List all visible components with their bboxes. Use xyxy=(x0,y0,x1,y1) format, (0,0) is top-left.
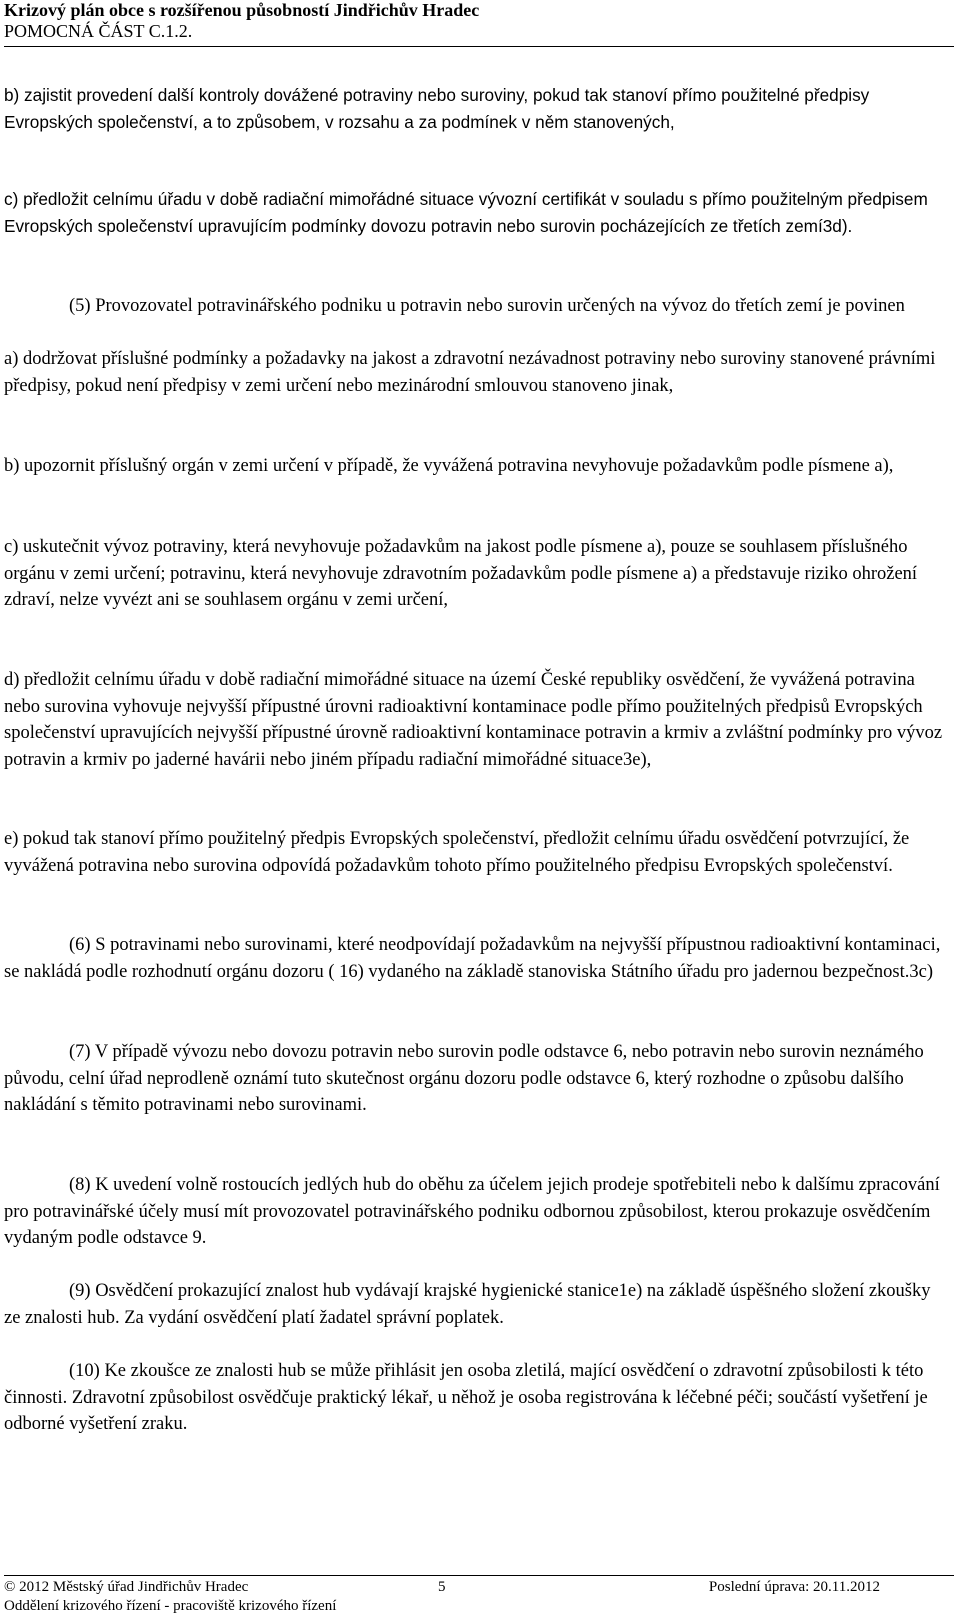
paragraph-6 xyxy=(4,932,949,985)
paragraph-10: (10) Ke zkoušce ze znalosti hub se může přihlásit jen osoba zletilá, mající osvědčení o zdravotní způsobilosti k této činnosti. Zdravotní způsobilost osvědčuje praktický lékař, u něhož je osoba registrována k léčebné péči; součástí vyšetření je odborné vyšetření zraku. xyxy=(4,1361,928,1434)
paragraph-5-intro: (5) Provozovatel potravinářského podniku u potravin nebo surovin určených na vývoz do třetích zemí je povinen xyxy=(69,296,905,316)
paragraph-5a: a) dodržovat příslušné podmínky a požadavky na jakost a zdravotní nezávadnost potraviny nebo suroviny stanovené právními předpisy, pokud není předpisy v zemi určení nebo mezinárodní smlouvou stanoveno jinak, xyxy=(4,349,936,396)
paragraph-7: (7) V případě vývozu nebo dovozu potravin nebo surovin podle odstavce 6, nebo potravin nebo surovin neznámého původu, celní úřad neprodleně oznámí tuto skutečnost orgánu dozoru podle odstavce 6, který rozhodne o způsobu dalšího nakládání s těmito potravinami nebo surovinami. xyxy=(4,1042,924,1115)
page-footer xyxy=(4,1578,954,1616)
paragraph-5b: b) upozornit příslušný orgán v zemi určení v případě, že vyvážená potravina nevyhovuje požadavkům podle písmene a), xyxy=(4,456,894,476)
paragraph-b-import-control: b) zajistit provedení další kontroly dovážené potraviny nebo suroviny, pokud tak stanoví přímo použitelné předpisy Evropských společenství, a to způsobem, v rozsahu a za podmínek v něm stanovených, xyxy=(4,85,870,132)
footer-last-update: Poslední úprava: 20.11.2012 xyxy=(708,1579,880,1595)
paragraph-6-text: (6) S potravinami nebo surovinami, které neodpovídají požadavkům na nejvyšší přípustnou radioaktivní kontaminaci, se nakládá podle rozhodnutí orgánu dozoru ( 16) vydaného na základě stanoviska Státního úřadu pro jadernou bezpečnost.3c) xyxy=(4,935,941,982)
footer-divider xyxy=(4,1575,954,1576)
paragraph-5d: d) předložit celnímu úřadu v době radiační mimořádné situace na území České republiky osvědčení, že vyvážená potravina nebo surovina vyhovuje nejvyšší přípustné úrovni radioaktivní kontaminace podle přímo použitelných předpisů Evropských společenství upravujících nejvyšší přípustné úrovně radioaktivní kontaminace potravin a krmiv a zvláštní podmínky pro vývoz potravin a krmiv po jaderné havárii nebo jiném případu radiační mimořádné situace3e), xyxy=(4,670,943,770)
paragraph-c-export-certificate: c) předložit celnímu úřadu v době radiační mimořádné situace vývozní certifikát v souladu s přímo použitelným předpisem Evropských společenství upravujícím podmínky dovozu potravin nebo surovin pocházejících ze třetích zemí3d). xyxy=(4,189,928,236)
paragraph-5e: e) pokud tak stanoví přímo použitelný předpis Evropských společenství, předložit celnímu úřadu osvědčení potvrzující, že vyvážená potravina nebo surovina odpovídá požadavkům tohoto přímo použitelného předpisu Evropských společenství. xyxy=(4,829,910,876)
paragraph-9: (9) Osvědčení prokazující znalost hub vydávají krajské hygienické stanice1e) na základě úspěšného složení zkoušky ze znalosti hub. Za vydání osvědčení platí žadatel správní poplatek. xyxy=(4,1281,931,1328)
document-section: POMOCNÁ ČÁST C.1.2. xyxy=(4,21,193,41)
footer-department: Oddělení krizového řízení - pracoviště krizového řízení xyxy=(4,1598,337,1614)
paragraph-8: (8) K uvedení volně rostoucích jedlých hub do oběhu za účelem jejich prodeje spotřebiteli nebo k dalšímu zpracování pro potravinářské účely musí mít provozovatel potravinářského podniku odbornou způsobilost, kterou prokazuje osvědčením vydaným podle odstavce 9. xyxy=(4,1175,940,1248)
document-title: Krizový plán obce s rozšířenou působností Jindřichův Hradec xyxy=(4,0,480,20)
paragraph-5c: c) uskutečnit vývoz potraviny, která nevyhovuje požadavkům na jakost podle písmene a), pouze se souhlasem příslušného orgánu v zemi určení; potravinu, která nevyhovuje zdravotním požadavkům podle písmene a) a představuje riziko ohrožení zdraví, nelze vyvézt ani se souhlasem orgánu v zemi určení, xyxy=(4,537,918,610)
footer-page-number: 5 xyxy=(438,1579,446,1595)
footer-copyright: © 2012 Městský úřad Jindřichův Hradec xyxy=(4,1579,249,1595)
page-header xyxy=(4,0,954,47)
